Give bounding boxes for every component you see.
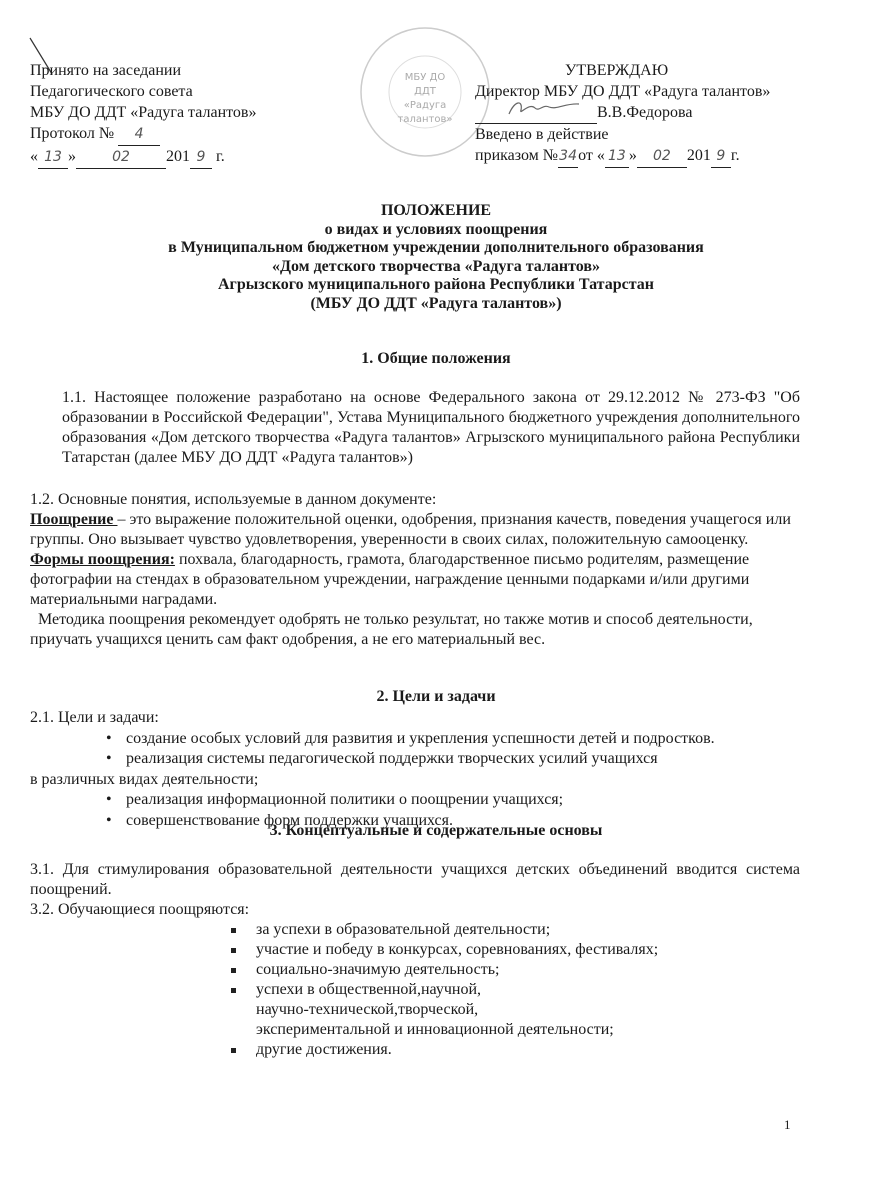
list-item: за успехи в образовательной деятельности;: [228, 920, 800, 940]
list-item: другие достижения.: [228, 1040, 800, 1060]
paragraph-3-2: 3.2. Обучающиеся поощряются:: [30, 901, 250, 918]
order-line: приказом №34от « 13 » 02 201 9 г.: [475, 145, 805, 168]
page-number: 1: [784, 1117, 791, 1132]
list-item: успехи в общественной,научной,: [228, 980, 800, 1000]
definition-forms: Формы поощрения: похвала, благодарность, грамота, благодарственное письмо родителям, размещение фотографии на стендах в образовательном учреждении, награждение ценными подарками и/или другими материальными наградами.: [30, 551, 750, 608]
list-item: • реализация информационной политики о поощрении учащихся;: [100, 790, 830, 811]
adoption-date: « 13 » 02 201 9 г.: [30, 146, 256, 169]
list-item-continuation: в различных видах деятельности;: [30, 770, 259, 788]
list-item: • реализация системы педагогической поддержки творческих усилий учащихся: [100, 749, 830, 770]
section-3-heading: 3. Концептуальные и содержательные основы: [269, 822, 603, 839]
list-item: • совершенствование форм поддержки учащихся.: [100, 811, 830, 832]
document-title: ПОЛОЖЕНИЕ о видах и условиях поощрения в Муниципальном бюджетном учреждении дополнительного образования «Дом детского творчества «Радуга талантов» Агрызского муниципального района Республики Татарстан (МБУ ДО ДДТ «Радуга талантов»): [168, 202, 704, 312]
paragraph-3-1: 3.1. Для стимулирования образовательной деятельности учащихся детских объединений вводится система поощрений.: [30, 861, 800, 898]
svg-text:«Радуга: «Радуга: [403, 100, 447, 111]
svg-text:МБУ ДО: МБУ ДО: [404, 72, 446, 83]
director-line: Директор МБУ ДО ДДТ «Радуга талантов»: [475, 83, 771, 100]
council-line: Педагогического совета: [30, 83, 193, 100]
list-item-continuation: научно-технической,творческой,: [256, 1001, 479, 1018]
list-item: • создание особых условий для развития и укрепления успешности детей и подростков.: [100, 729, 830, 750]
org-line: МБУ ДО ДДТ «Радуга талантов»: [30, 104, 257, 121]
paragraph-1-2: 1.2. Основные понятия, используемые в данном документе:: [30, 491, 437, 508]
section-2-body: [30, 708, 830, 831]
svg-text:талантов»: талантов»: [397, 114, 453, 125]
stamp-seal: [355, 22, 495, 162]
section-1-body: [30, 490, 810, 650]
protocol-line: Протокол № 4: [30, 123, 256, 146]
paragraph-1-1: 1.1. Настоящее положение разработано на основе Федерального закона от 29.12.2012 № 273-ФЗ "Об образовании в Российской Федерации", Устава Муниципального бюджетного учреждения дополнительного образования «Дом детского творчества «Радуга талантов» Агрызского муниципального района Республики Татарстан (далее МБУ ДО ДДТ «Радуга талантов»): [62, 389, 800, 466]
method-paragraph: Методика поощрения рекомендует одобрять не только результат, но также мотив и способ деятельности, приучать учащихся ценить сам факт одобрения, а не его материальный вес.: [30, 611, 753, 648]
list-item: социально-значимую деятельность;: [228, 960, 800, 980]
approval-block: [475, 60, 805, 168]
paragraph-2-1: 2.1. Цели и задачи:: [30, 709, 159, 726]
signature: [475, 102, 597, 124]
definition-encouragement: Поощрение – это выражение положительной оценки, одобрения, признания качеств, поведения учащегося или группы. Оно вызывает чувство удовлетворения, уверенности в своих силах, положительную самооценку.: [30, 511, 791, 548]
adopted-line: Принято на заседании: [30, 62, 182, 79]
adoption-block: [30, 60, 256, 169]
svg-text:ДДТ: ДДТ: [414, 86, 436, 97]
list-item: участие и победу в конкурсах, соревнованиях, фестивалях;: [228, 940, 800, 960]
signature-line: В.В.Федорова: [475, 102, 805, 124]
section-2-heading: 2. Цели и задачи: [376, 688, 496, 705]
enacted-line: Введено в действие: [475, 126, 609, 143]
section-3-body: [30, 860, 800, 1060]
approve-label: УТВЕРЖДАЮ: [565, 62, 669, 79]
section-1-heading: 1. Общие положения: [361, 350, 511, 367]
protocol-number: 4: [118, 124, 160, 146]
list-item-continuation: экспериментальной и инновационной деятельности;: [256, 1021, 614, 1038]
